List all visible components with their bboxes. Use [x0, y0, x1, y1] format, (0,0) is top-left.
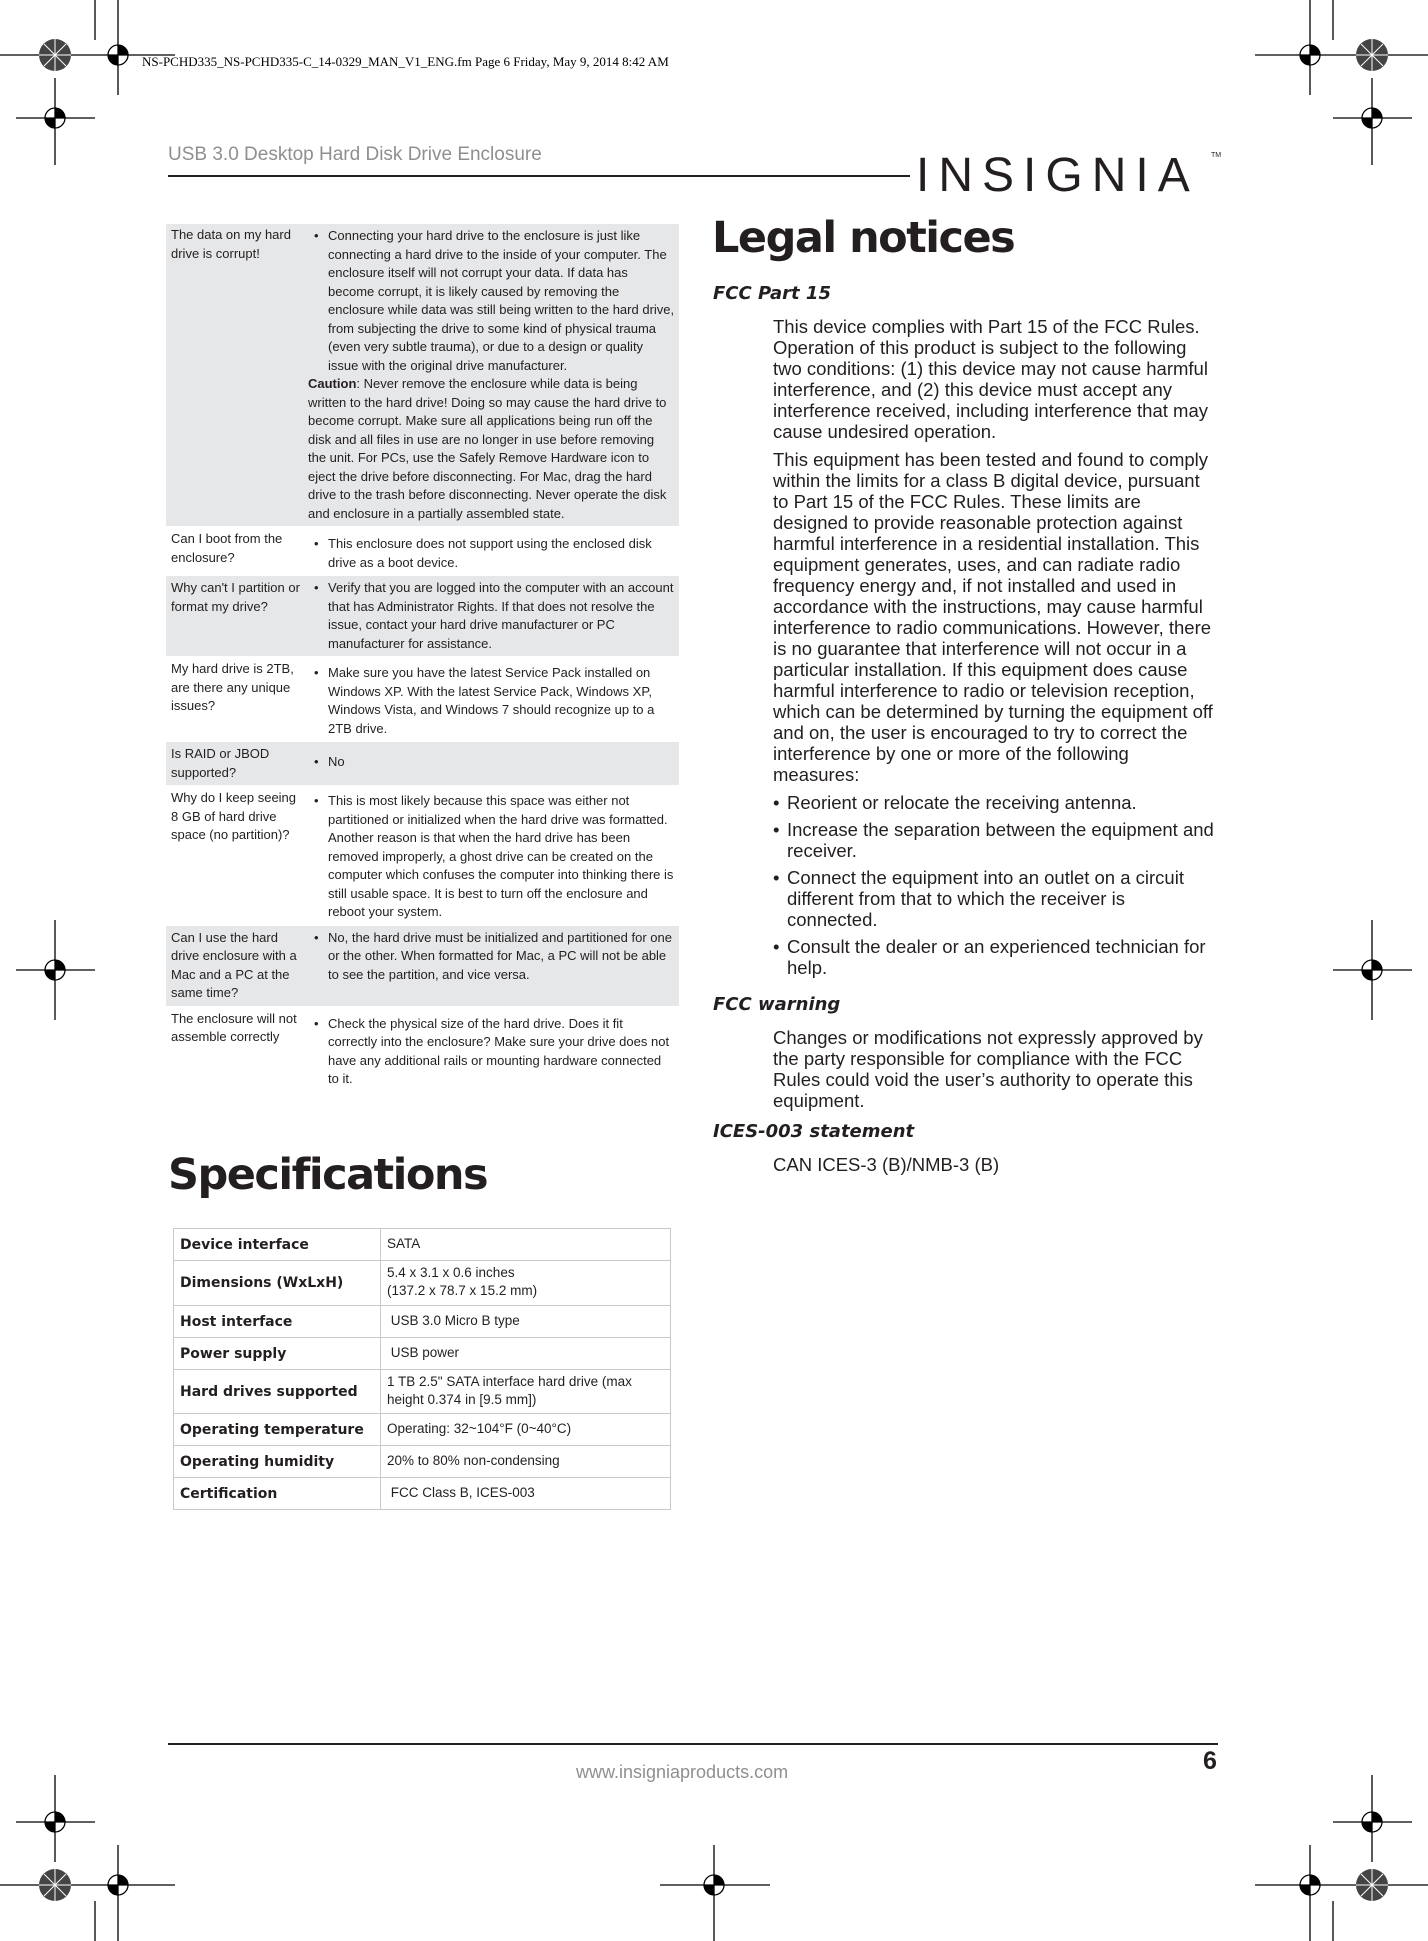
spec-value: 20% to 80% non-condensing: [381, 1446, 671, 1478]
table-row: [166, 576, 679, 657]
logo-trademark: TM: [1211, 152, 1222, 159]
table-row: [166, 527, 679, 576]
question-cell: Why can't I partition or format my drive?: [166, 576, 306, 657]
answer-cell: • This enclosure does not support using the enclosed disk drive as a boot device.: [306, 527, 679, 576]
table-row: [174, 1478, 671, 1510]
specifications-heading: Specifications: [168, 1150, 488, 1200]
question-cell: Can I boot from the enclosure?: [166, 527, 306, 576]
question-cell: Is RAID or JBOD supported?: [166, 742, 306, 786]
question-cell: Why do I keep seeing 8 GB of hard drive space (no partition)?: [166, 786, 306, 926]
table-row: [166, 742, 679, 786]
list-item-text: Consult the dealer or an experienced technician for help.: [787, 936, 1206, 978]
fcc-part15-heading: FCC Part 15: [713, 283, 831, 304]
answer-cell: • Connecting your hard drive to the enclosure is just like connecting a hard drive to the inside of your computer. The enclosure itself will not corrupt your data. If data has become corrupt, it is likely caused by removing the enclosure while data was still being written to the hard drive, from subjecting the drive to some kind of physical trauma (even very subtle trauma), or due to a design or quality issue with the original drive manufacturer. Caution: Never remove the enclosure while data is being written to the hard drive! Doing so may cause the hard drive to become corrupt. Make sure all applications being run off the disk and all files in use are no longer in use before removing the unit. For PCs, use the Safely Remove Hardware icon to eject the drive before disconnecting. For Mac, drag the hard drive to the trash before disconnecting. Never operate the disk and enclosure in a partially assembled state.: [306, 224, 679, 527]
table-row: [166, 224, 679, 527]
table-row: [166, 1006, 679, 1092]
paragraph: This equipment has been tested and found to comply within the limits for a class B digital device, pursuant to Part 15 of the FCC Rules. These limits are designed to provide reasonable protection against harmful interference in a residential installation. This equipment generates, uses, and can radiate radio frequency energy and, if not installed and used in accordance with the instructions, may cause harmful interference to radio communications. However, there is no guarantee that interference will not occur in a particular installation. If this equipment does cause harmful interference to radio or television reception, which can be determined by turning the equipment off and on, the user is encouraged to try to correct the interference by one or more of the following measures:: [773, 449, 1213, 785]
table-row: [174, 1338, 671, 1370]
spec-value: Operating: 32~104°F (0~40°C): [381, 1414, 671, 1446]
answer-cell: • No: [306, 742, 679, 786]
list-item: • Consult the dealer or an experienced technician for help.: [773, 936, 1218, 978]
header-rule: [168, 175, 910, 177]
table-row: [166, 925, 679, 1006]
question-cell: Can I use the hard drive enclosure with a Mac and a PC at the same time?: [166, 925, 306, 1006]
caution-text: : Never remove the enclosure while data is being written to the hard drive! Doing so may cause the hard drive to become corrupt. Make sure all applications being run off the disk and all files in use are no longer in use before removing the unit. For PCs, use the Safely Remove Hardware icon to eject the drive before disconnecting. For Mac, drag the hard drive to the trash before disconnecting. Never operate the disk and enclosure in a partially assembled state.: [308, 376, 667, 521]
fcc-warning-body: [773, 1027, 1218, 1118]
table-row: [174, 1414, 671, 1446]
answer-text: Make sure you have the latest Service Pack installed on Windows XP. With the latest Service Pack, Windows XP, Windows Vista, and Windows 7 should recognize up to a 2TB drive.: [328, 665, 655, 736]
troubleshooting-table: [166, 224, 679, 1093]
spec-value-line: 5.4 x 3.1 x 0.6 inches: [387, 1265, 515, 1280]
spec-key: Power supply: [174, 1338, 381, 1370]
spec-value: [381, 1261, 671, 1306]
header-title: USB 3.0 Desktop Hard Disk Drive Enclosure: [168, 144, 542, 165]
paragraph: Changes or modifications not expressly approved by the party responsible for compliance with the FCC Rules could void the user’s authority to operate this equipment.: [773, 1027, 1203, 1111]
spec-key: Operating humidity: [174, 1446, 381, 1478]
spec-value: 1 TB 2.5" SATA interface hard drive (max height 0.374 in [9.5 mm]): [381, 1370, 671, 1414]
list-item-text: Reorient or relocate the receiving antenna.: [787, 792, 1137, 813]
list-item-text: Connect the equipment into an outlet on a circuit different from that to which the receiver is connected.: [787, 867, 1184, 930]
paragraph: This device complies with Part 15 of the FCC Rules. Operation of this product is subject to the following two conditions: (1) this device may not cause harmful interference, and (2) this device must accept any interference received, including interference that may cause undesired operation.: [773, 316, 1208, 442]
spec-key: Hard drives supported: [174, 1370, 381, 1414]
paragraph: CAN ICES-3 (B)/NMB-3 (B): [773, 1154, 1000, 1175]
spec-value: FCC Class B, ICES-003: [381, 1478, 671, 1510]
brand-logo: INSIGNIA: [916, 149, 1199, 202]
answer-text: This enclosure does not support using the enclosed disk drive as a boot device.: [328, 536, 652, 570]
table-row: [174, 1446, 671, 1478]
table-row: [174, 1306, 671, 1338]
question-cell: The data on my hard drive is corrupt!: [166, 224, 306, 527]
footer-url: www.insigniaproducts.com: [576, 1762, 789, 1782]
spec-value-line: (137.2 x 78.7 x 15.2 mm): [387, 1283, 538, 1298]
caution-note: [308, 375, 675, 523]
spec-value: USB power: [381, 1338, 671, 1370]
table-row: [174, 1229, 671, 1261]
legal-notices-heading: Legal notices: [712, 213, 1015, 263]
answer-text: Verify that you are logged into the computer with an account that has Administrator Rights. If that does not resolve the issue, contact your hard drive manufacturer or PC manufacturer for assistance.: [328, 580, 674, 651]
list-item: • Increase the separation between the equipment and receiver.: [773, 819, 1218, 861]
answer-text: Connecting your hard drive to the enclosure is just like connecting a hard drive to the inside of your computer. The enclosure itself will not corrupt your data. If data has become corrupt, it is likely caused by removing the enclosure while data was still being written to the hard drive, from subjecting the drive to some kind of physical trauma (even very subtle trauma), or due to a design or quality issue with the original drive manufacturer.: [328, 228, 675, 373]
fcc-warning-heading: FCC warning: [713, 994, 841, 1015]
specifications-table: [173, 1228, 671, 1510]
ices-body: [773, 1154, 1218, 1182]
fcc-part15-body: [773, 316, 1218, 984]
table-row: [174, 1261, 671, 1306]
table-row: [166, 657, 679, 742]
spec-key: Dimensions (WxLxH): [174, 1261, 381, 1306]
spec-value: SATA: [381, 1229, 671, 1261]
table-row: [166, 786, 679, 926]
answer-cell: • No, the hard drive must be initialized and partitioned for one or the other. When formatted for Mac, a PC will not be able to see the partition, and vice versa.: [306, 925, 679, 1006]
answer-text: Check the physical size of the hard drive. Does it fit correctly into the enclosure? Make sure your drive does not have any additional rails or mounting hardware connected to it.: [328, 1015, 670, 1086]
list-item: • Reorient or relocate the receiving antenna.: [773, 792, 1137, 813]
question-cell: The enclosure will not assemble correctly: [166, 1006, 306, 1092]
spec-key: Certification: [174, 1478, 381, 1510]
footer-rule: [168, 1743, 1218, 1745]
answer-text: This is most likely because this space was either not partitioned or initialized when the hard drive was formatted. Another reason is that when the hard drive has been removed improperly, a ghost drive can be created on the computer which confuses the computer into thinking there is still usable space. It is best to turn off the enclosure and reboot your system.: [328, 793, 674, 919]
list-item: • Connect the equipment into an outlet on a circuit different from that to which the receiver is connected.: [773, 867, 1218, 930]
spec-value: USB 3.0 Micro B type: [381, 1306, 671, 1338]
answer-text: No, the hard drive must be initialized and partitioned for one or the other. When formatted for Mac, a PC will not be able to see the partition, and vice versa.: [328, 929, 672, 982]
spec-key: Host interface: [174, 1306, 381, 1338]
answer-text: No: [328, 754, 345, 769]
answer-cell: • This is most likely because this space was either not partitioned or initialized when the hard drive was formatted. Another reason is that when the hard drive has been removed improperly, a ghost drive can be created on the computer which confuses the computer into thinking there is still usable space. It is best to turn off the enclosure and reboot your system.: [306, 786, 679, 926]
spec-key: Device interface: [174, 1229, 381, 1261]
answer-cell: • Make sure you have the latest Service Pack installed on Windows XP. With the latest Service Pack, Windows XP, Windows Vista, and Windows 7 should recognize up to a 2TB drive.: [306, 657, 679, 742]
ices-heading: ICES-003 statement: [713, 1121, 915, 1142]
list-item-text: Increase the separation between the equipment and receiver.: [787, 819, 1214, 861]
caution-label: Caution: [308, 376, 357, 391]
page-number: 6: [1203, 1747, 1217, 1775]
print-slug: NS-PCHD335_NS-PCHD335-C_14-0329_MAN_V1_ENG.fm Page 6 Friday, May 9, 2014 8:42 AM: [142, 54, 669, 69]
spec-key: Operating temperature: [174, 1414, 381, 1446]
question-cell: My hard drive is 2TB, are there any unique issues?: [166, 657, 306, 742]
answer-cell: • Verify that you are logged into the computer with an account that has Administrator Rights. If that does not resolve the issue, contact your hard drive manufacturer or PC manufacturer for assistance.: [306, 576, 679, 657]
table-row: [174, 1370, 671, 1414]
answer-cell: • Check the physical size of the hard drive. Does it fit correctly into the enclosure? Make sure your drive does not have any additional rails or mounting hardware connected to it.: [306, 1006, 679, 1092]
